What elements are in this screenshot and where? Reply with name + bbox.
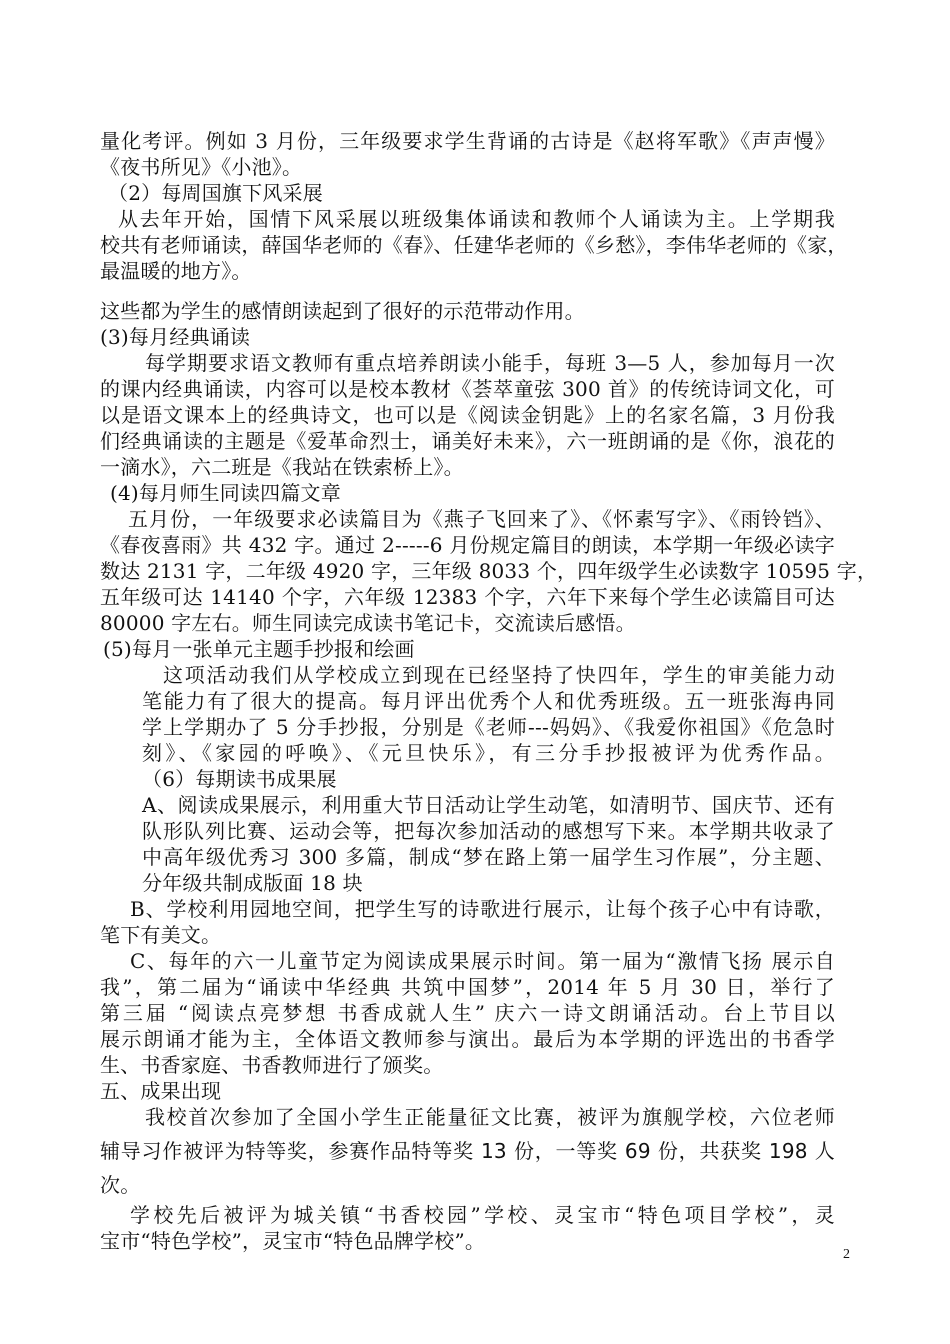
text-line: A、阅读成果展示，利用重大节日活动让学生动笔，如清明节、国庆节、还有 xyxy=(142,793,835,817)
text-line: 分年级共制成版面 18 块 xyxy=(142,871,363,895)
page-number: 2 xyxy=(843,1247,850,1262)
section-heading: 五、成果出现 xyxy=(100,1079,222,1103)
text-line: C、每年的六一儿童节定为阅读成果展示时间。第一届为“激情飞扬 展示自 xyxy=(130,949,835,973)
text-line: 我校首次参加了全国小学生正能量征文比赛，被评为旗舰学校，六位老师 xyxy=(145,1105,835,1129)
text-line: 学校先后被评为城关镇“书香校园”学校、灵宝市“特色项目学校”，灵 xyxy=(130,1203,835,1227)
text-line: 每学期要求语文教师有重点培养朗读小能手，每班 3—5 人，参加每月一次 xyxy=(145,351,835,375)
text-line: 量化考评。例如 3 月份，三年级要求学生背诵的古诗是《赵将军歌》《声声慢》 xyxy=(100,129,835,153)
text-line: 们经典诵读的主题是《爱革命烈士，诵美好未来》，六一班朗诵的是《你，浪花的 xyxy=(100,429,835,453)
text-line: 第三届 “阅读点亮梦想 书香成就人生” 庆六一诗文朗诵活动。台上节目以 xyxy=(100,1001,835,1025)
text-line: 次。 xyxy=(100,1173,141,1197)
section-heading: (5)每月一张单元主题手抄报和绘画 xyxy=(103,637,415,661)
text-line: 的课内经典诵读，内容可以是校本教材《荟萃童弦 300 首》的传统诗词文化，可 xyxy=(100,377,835,401)
text-line: 刻》、《家园的呼唤》、《元旦快乐》，有三分手抄报被评为优秀作品。 xyxy=(142,741,835,765)
text-line: 80000 字左右。师生同读完成读书笔记卡，交流读后感悟。 xyxy=(100,611,636,635)
section-heading: (4)每月师生同读四篇文章 xyxy=(110,481,341,505)
text-line: 校共有老师诵读，薛国华老师的《春》、任建华老师的《乡愁》，李伟华老师的《家， xyxy=(100,233,848,257)
text-line: 从去年开始，国情下风采展以班级集体诵读和教师个人诵读为主。上学期我 xyxy=(118,207,835,231)
text-line: 笔能力有了很大的提高。每月评出优秀个人和优秀班级。五一班张海冉同 xyxy=(142,689,835,713)
text-line: 生、书香家庭、书香教师进行了颁奖。 xyxy=(100,1053,444,1077)
text-line: 《夜书所见》《小池》。 xyxy=(100,155,303,179)
text-line: 学上学期办了 5 分手抄报，分别是《老师---妈妈》、《我爱你祖国》《危急时 xyxy=(142,715,835,739)
text-line: 五月份，一年级要求必读篇目为《燕子飞回来了》、《怀素写字》、《雨铃铛》、 xyxy=(128,507,835,531)
section-heading: （6）每期读书成果展 xyxy=(142,767,337,791)
section-heading: （2）每周国旗下风采展 xyxy=(108,181,323,205)
text-line: 这些都为学生的感情朗读起到了很好的示范带动作用。 xyxy=(100,299,585,323)
text-line: 队形队列比赛、运动会等，把每次参加活动的感想写下来。本学期共收录了 xyxy=(142,819,835,843)
text-line: 我”，第二届为“诵读中华经典 共筑中国梦”，2014 年 5 月 30 日，举行了 xyxy=(100,975,835,999)
text-line: 辅导习作被评为特等奖，参赛作品特等奖 13 份，一等奖 69 份，共获奖 198 人 xyxy=(100,1139,835,1163)
text-line: 这项活动我们从学校成立到现在已经坚持了快四年，学生的审美能力动 xyxy=(163,663,835,687)
section-heading: (3)每月经典诵读 xyxy=(100,325,251,349)
text-line: 宝市“特色学校”，灵宝市“特色品牌学校”。 xyxy=(100,1229,486,1253)
text-line: 笔下有美文。 xyxy=(100,923,222,947)
text-line: 《春夜喜雨》共 432 字。通过 2-----6 月份规定篇目的朗读，本学期一年级必读字 xyxy=(100,533,835,557)
text-line: 展示朗诵才能为主，全体语文教师参与演出。最后为本学期的评选出的书香学 xyxy=(100,1027,835,1051)
text-line: 数达 2131 字，二年级 4920 字，三年级 8033 个，四年级学生必读数字 10595 字， xyxy=(100,559,878,583)
text-line: 五年级可达 14140 个字，六年级 12383 个字，六年下来每个学生必读篇目可达 xyxy=(100,585,835,609)
text-line: B、学校利用园地空间，把学生写的诗歌进行展示，让每个孩子心中有诗歌， xyxy=(130,897,835,921)
text-line: 最温暖的地方》。 xyxy=(100,259,252,283)
text-line: 一滴水》，六二班是《我站在铁索桥上》。 xyxy=(100,455,464,479)
text-line: 中高年级优秀习 300 多篇，制成“梦在路上第一届学生习作展”，分主题、 xyxy=(142,845,835,869)
text-line: 以是语文课本上的经典诗文，也可以是《阅读金钥匙》上的名家名篇，3 月份我 xyxy=(100,403,835,427)
